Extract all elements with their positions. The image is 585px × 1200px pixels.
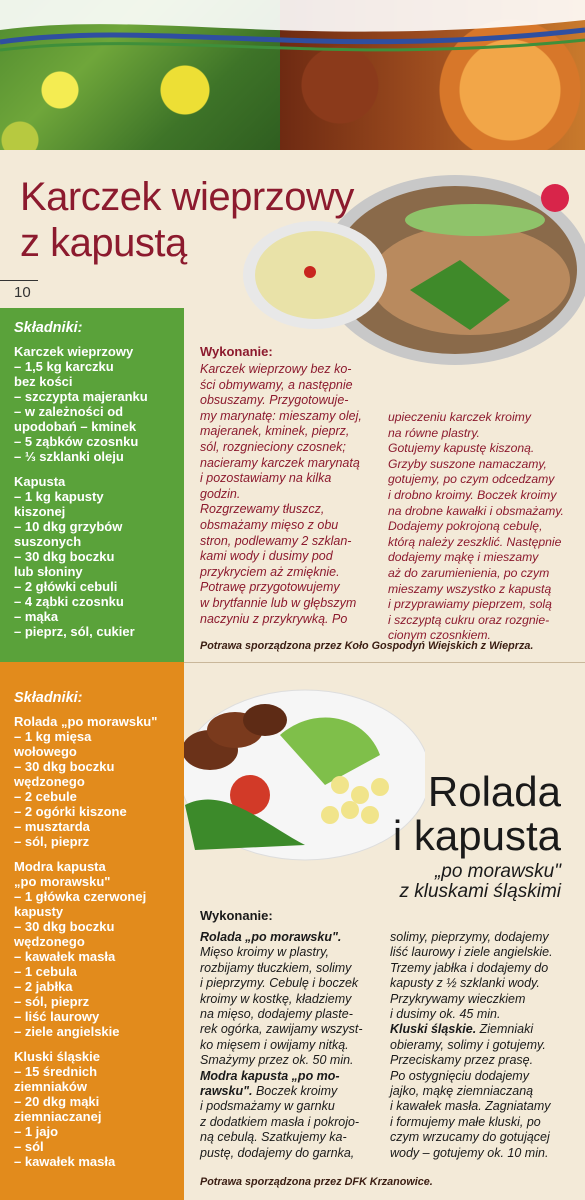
method-line: przykryciem aż zmięknie. (200, 564, 340, 579)
method-line: wody – gotujemy ok. 10 min. (390, 1145, 549, 1160)
recipe1-method-heading: Wykonanie: (200, 344, 273, 359)
method-subheading: Modra kapusta „po mo- (200, 1068, 340, 1083)
ingredient-item: – liść laurowy (14, 1009, 100, 1024)
method-subheading: Rolada „po morawsku". (200, 930, 342, 944)
ingredient-item: – 2 jabłka (14, 979, 73, 994)
ingredient-item: – szczypta majeranku (14, 389, 148, 404)
recipe1-ingredients-box (0, 308, 184, 662)
method-line: my marynatę: mieszamy olej, (200, 408, 362, 423)
method-line: ko mięsem i owijamy nitką. (200, 1037, 349, 1052)
ingredient-item: – 1 kg kapusty (14, 489, 104, 504)
ingredient-item: ziemniaczanej (14, 1109, 102, 1124)
method-line: i przyprawiamy pieprzem, solą (388, 597, 552, 612)
method-line: Ziemniaki (476, 1022, 534, 1037)
method-line: kapusty z ½ szklanki wody. (390, 976, 540, 991)
page-number: 10 (14, 284, 31, 301)
method-line: mieszamy wszystko z kapustą (388, 581, 552, 596)
ingredient-item: – kawałek masła (14, 949, 116, 964)
method-line: Trzemy jabłka i dodajemy do (390, 960, 549, 975)
page-number-rule (0, 280, 38, 281)
method-line: i formujemy małe kluski, po (390, 1114, 541, 1129)
method-line: Potrawę przygotowujemy (200, 580, 340, 595)
ingredient-item: wędzonego (14, 934, 85, 949)
recipe2-method-col1 (200, 930, 388, 1161)
method-line: rek ogórka, zawijamy wszyst- (200, 1022, 363, 1037)
method-line: ści obmywamy, a następnie (200, 377, 353, 392)
ingredient-item: upodobań – kminek (14, 419, 137, 434)
header-photo-strip (0, 0, 585, 150)
ingredient-item: – 5 ząbków czosnku (14, 434, 139, 449)
method-subheading: Kluski śląskie. (390, 1022, 477, 1037)
method-line: Dodajemy pokrojoną cebulę, (388, 519, 543, 534)
section-divider (184, 662, 585, 663)
ingredient-group-heading: „po morawsku" (14, 874, 111, 889)
method-line: obsuszamy. Przygotowuje- (200, 393, 349, 408)
method-line: Grzyby suszone namaczamy, (388, 456, 547, 471)
method-subheading: rawsku". (200, 1084, 253, 1099)
method-line: Przeciskamy przez prasę. (390, 1053, 534, 1068)
ingredient-item: – sól, pieprz (14, 834, 90, 849)
ingredient-item: – ziele angielskie (14, 1024, 120, 1039)
recipe1-ingredients-list (14, 344, 184, 639)
ingredients-heading: Składniki: (14, 690, 83, 706)
ingredient-group-heading: Kluski śląskie (14, 1049, 100, 1064)
method-line: Po ostygnięciu dodajemy (390, 1068, 529, 1083)
ingredient-item: ziemniaków (14, 1079, 87, 1094)
ingredient-item: – 15 średnich (14, 1064, 98, 1079)
ingredient-item: lub słoniny (14, 564, 83, 579)
ingredient-item: – mąka (14, 609, 59, 624)
ingredient-item: – 30 dkg boczku (14, 759, 115, 774)
method-line: godzin. (200, 486, 241, 501)
method-line: nacieramy karczek marynatą (200, 455, 360, 470)
method-line: i drobno kroimy. Boczek kroimy (388, 487, 557, 502)
method-line: liść laurowy i ziele angielskie. (390, 945, 553, 960)
recipe2-title-line2: i kapusta (392, 812, 561, 859)
ingredient-item: – 1 cebula (14, 964, 77, 979)
recipe1-method-col1 (200, 362, 386, 627)
recipe2-ingredients-list (14, 714, 184, 1169)
ingredient-item: – 2 cebule (14, 789, 77, 804)
method-line: Smażymy przez ok. 50 min. (200, 1053, 354, 1068)
ingredient-item: kiszonej (14, 504, 66, 519)
method-line: Gotujemy kapustę kiszoną. (388, 441, 535, 456)
method-line: Przykrywamy wieczkiem (390, 991, 526, 1006)
decorative-swoosh (0, 0, 585, 70)
ingredient-item: – 30 dkg boczku (14, 549, 115, 564)
ingredient-item: – 1,5 kg karczku (14, 359, 114, 374)
method-line: cionym czosnkiem. (388, 628, 491, 643)
ingredient-item: kapusty (14, 904, 64, 919)
rolada-dish-photo (165, 675, 425, 865)
method-line: Boczek kroimy (252, 1084, 338, 1099)
method-line: i kawałek masła. Zagniatamy (390, 1099, 551, 1114)
recipe2-title-line4: z kluskami śląskimi (399, 881, 561, 902)
method-line: upieczeniu karczek kroimy (388, 410, 531, 424)
method-line: ną cebulą. Szatkujemy ka- (200, 1130, 347, 1145)
ingredient-item: – w zależności od (14, 404, 124, 419)
ingredient-item: – 1 jajo (14, 1124, 59, 1139)
method-line: rozbijamy tłuczkiem, solimy (200, 960, 352, 975)
method-line: i szczyptą cukru oraz rozgnie- (388, 612, 550, 627)
ingredient-item: – 10 dkg grzybów (14, 519, 123, 534)
method-line: z dodatkiem masła i pokrojo- (200, 1114, 360, 1129)
method-line: jajko, mąkę ziemniaczaną (390, 1084, 534, 1099)
method-line: obieramy, solimy i gotujemy. (390, 1037, 546, 1052)
ingredient-item: – 4 ząbki czosnku (14, 594, 124, 609)
recipe1-title-line1: Karczek wieprzowy (20, 175, 354, 219)
ingredients-heading: Składniki: (14, 320, 83, 336)
ingredient-item: – 20 dkg mąki (14, 1094, 100, 1109)
ingredient-item: – 1 główka czerwonej (14, 889, 147, 904)
method-line: na mięso, dodajemy plaste- (200, 1007, 353, 1022)
method-line: i pozostawiamy na kilka (200, 471, 332, 486)
ingredient-item: bez kości (14, 374, 73, 389)
method-line: czym wrzucamy do gotującej (390, 1130, 550, 1145)
method-line: stron, podlewamy 2 szklan- (200, 533, 352, 548)
recipe2-ingredients-box (0, 662, 184, 1200)
ingredient-item: – ⅓ szklanki oleju (14, 449, 124, 464)
ingredient-item: – 1 kg mięsa (14, 729, 92, 744)
recipe1-credit: Potrawa sporządzona przez Koło Gospodyń Wiejskich z Wieprza. (200, 640, 534, 652)
recipe2-credit: Potrawa sporządzona przez DFK Krzanowice. (200, 1176, 433, 1188)
method-line: gotujemy, po czym odcedzamy (388, 472, 555, 487)
recipe2-title (393, 770, 561, 902)
method-line: majeranek, kminek, pieprz, (200, 424, 350, 439)
ingredient-group-heading: Rolada „po morawsku" (14, 714, 158, 729)
ingredient-group-heading: Modra kapusta (14, 859, 106, 874)
method-line: i podsmażamy w garnku (200, 1099, 335, 1114)
recipe2-method-heading: Wykonanie: (200, 908, 273, 923)
method-line: solimy, pieprzymy, dodajemy (390, 930, 549, 944)
recipe2-method-col2 (390, 930, 582, 1161)
pork-dish-photo (210, 160, 585, 375)
recipe2-title-line1: Rolada (427, 768, 561, 815)
method-line: pustę, dodajemy do garnka, (200, 1145, 355, 1160)
ingredient-item: – 2 ogórki kiszone (14, 804, 127, 819)
method-line: Mięso kroimy w plastry, (200, 945, 329, 960)
ingredient-item: – sól, pieprz (14, 994, 90, 1009)
method-line: na równe plastry. (388, 425, 480, 440)
recipe1-method-col2 (388, 410, 582, 644)
ingredient-item: – pieprz, sól, cukier (14, 624, 135, 639)
ingredient-item: – kawałek masła (14, 1154, 116, 1169)
method-line: i dusimy ok. 45 min. (390, 1007, 501, 1022)
ingredient-group-heading: Kapusta (14, 474, 66, 489)
method-line: kroimy w kostkę, kładziemy (200, 991, 352, 1006)
method-line: naczyniu z przykrywką. Po (200, 611, 348, 626)
ingredient-item: Karczek wieprzowy (14, 344, 134, 359)
method-line: aż do zarumienienia, po czym (388, 565, 550, 580)
method-line: na drobne kawałki i obsmażamy. (388, 503, 564, 518)
method-line: w brytfannie lub w głębszym (200, 595, 357, 610)
method-line: obsmażamy mięso z obu (200, 517, 339, 532)
method-line: Karczek wieprzowy bez ko- (200, 362, 352, 376)
recipe1-title-line2: z kapustą (20, 221, 187, 265)
ingredient-item: – 2 główki cebuli (14, 579, 118, 594)
ingredient-item: suszonych (14, 534, 82, 549)
method-line: którą należy zeszklić. Następnie (388, 534, 562, 549)
method-line: sól, rozgnieciony czosnek; (200, 439, 346, 454)
ingredient-item: wołowego (14, 744, 77, 759)
ingredient-item: wędzonego (14, 774, 85, 789)
ingredient-item: – 30 dkg boczku (14, 919, 115, 934)
recipe2-title-line3: „po morawsku" (434, 861, 561, 882)
ingredient-item: – sól (14, 1139, 44, 1154)
method-line: Rozgrzewamy tłuszcz, (200, 502, 325, 517)
method-line: dodajemy mąkę i mieszamy (388, 550, 539, 565)
method-line: i pieprzymy. Cebulę i boczek (200, 976, 359, 991)
ingredient-item: – musztarda (14, 819, 90, 834)
method-line: kami wody i dusimy pod (200, 549, 333, 564)
